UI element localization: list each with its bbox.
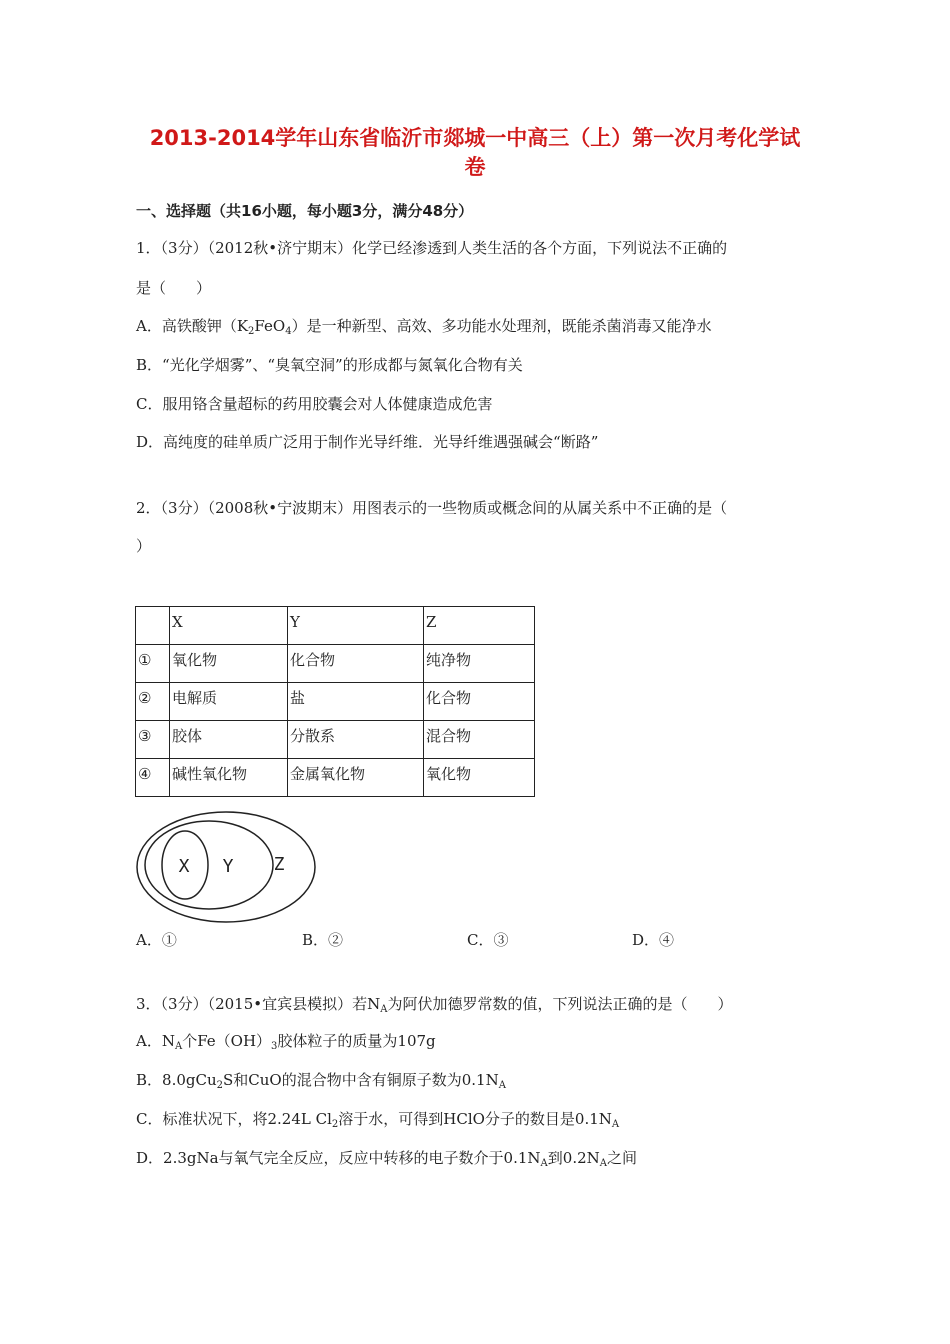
q3-d-text3: 之间 [607,1149,638,1167]
table-cell: 化合物 [424,683,535,721]
q2-option-b: B．② [302,931,344,949]
venn-middle-ellipse [145,821,273,909]
table-row [136,759,535,797]
q3-b-text2: S和CuO的混合物中含有铜原子数为0.1N [223,1071,499,1089]
q3-d-sub1: A [540,1158,548,1169]
q3-stem-text2: 为阿伏加德罗常数的值，下列说法正确的是（ ） [387,995,733,1013]
table-cell: 胶体 [170,721,288,759]
q3-a-text2: 个Fe（OH） [182,1032,272,1050]
table-row [136,645,535,683]
section-heading: 一、选择题（共16小题，每小题3分，满分48分） [136,202,474,220]
table-cell: 金属氧化物 [288,759,424,797]
q3-stem-text1: 3．（3分）（2015•宜宾县模拟）若N [136,995,381,1013]
table-header-cell: Y [288,607,424,645]
table-cell: 电解质 [170,683,288,721]
q2-option-c: C．③ [467,931,509,949]
table-cell: 化合物 [288,645,424,683]
q1-option-c: C．服用铬含量超标的药用胶囊会对人体健康造成危害 [136,395,493,413]
table-cell: 分散系 [288,721,424,759]
q3-c-sub1: 2 [331,1119,339,1130]
q3-b-sub2: A [498,1080,506,1091]
exam-title [100,124,850,182]
q3-option-a [136,1031,436,1051]
q3-c-text2: 溶于水，可得到HClO分子的数目是0.1N [338,1110,612,1128]
q3-stem [136,994,733,1014]
q2-option-a: A．① [136,931,177,949]
q3-stem-sub: A [380,1004,388,1015]
table-header-cell [136,607,170,645]
q1-a-text3: ）是一种新型、高效、多功能水处理剂，既能杀菌消毒又能净水 [291,317,712,335]
q3-c-text1: C．标准状况下，将2.24L Cl [136,1110,332,1128]
table-cell: ② [136,683,170,721]
q3-c-sub2: A [611,1119,620,1130]
q1-stem-line2: 是（ ） [136,279,212,297]
q1-option-b: B．“光化学烟雾”、“臭氧空洞”的形成都与氮氧化合物有关 [136,356,523,374]
q2-stem-line1: 2．（3分）（2008秋•宁波期末）用图表示的一些物质或概念间的从属关系中不正确的是（ [136,499,728,517]
table-row [136,683,535,721]
q3-a-text3: 胶体粒子的质量为107g [277,1032,436,1050]
table-header-cell: Z [424,607,535,645]
table-cell: 氧化物 [170,645,288,683]
table-cell: ③ [136,721,170,759]
q1-option-d: D．高纯度的硅单质广泛用于制作光导纤维．光导纤维遇强碱会“断路” [136,433,599,451]
table-cell: ④ [136,759,170,797]
exam-title-line1: 2013-2014学年山东省临沂市郯城一中高三（上）第一次月考化学试 [149,126,801,150]
q3-option-b [136,1070,506,1090]
table-cell: 纯净物 [424,645,535,683]
venn-label-y: Y [222,856,234,877]
q1-option-a [136,316,712,336]
q3-a-sub1: A [174,1041,183,1052]
q3-d-text1: D．2.3gNa与氧气完全反应，反应中转移的电子数介于0.1N [136,1149,541,1167]
table-cell: 混合物 [424,721,535,759]
q1-a-sub2: 4 [285,326,292,337]
table-cell: 盐 [288,683,424,721]
q2-option-d: D．④ [632,931,675,949]
q3-b-text1: B．8.0gCu [136,1071,217,1089]
venn-label-x: X [178,856,190,877]
table-header-cell: X [170,607,288,645]
q1-stem-line1: 1．（3分）（2012秋•济宁期末）化学已经渗透到人类生活的各个方面，下列说法不正确的 [136,239,728,257]
q3-d-sub2: A [599,1158,607,1169]
table-header-row [136,607,535,645]
q3-option-d [136,1148,637,1168]
q1-a-text1: A．高铁酸钾（K [136,317,249,335]
table-cell: 氧化物 [424,759,535,797]
q1-a-text2: FeO [254,317,286,335]
q3-a-sub2: 3 [271,1041,278,1052]
table-row [136,721,535,759]
q1-a-sub1: 2 [248,326,255,337]
exam-title-line2: 卷 [464,155,486,179]
venn-label-z: Z [273,854,285,875]
q3-d-text2: 到0.2N [547,1149,600,1167]
q3-option-c [136,1109,619,1129]
classification-table [135,606,535,797]
q3-a-text1: A．N [136,1032,175,1050]
table-cell: 碱性氧化物 [170,759,288,797]
table-cell: ① [136,645,170,683]
q2-stem-line2: ） [136,537,152,555]
q3-b-sub1: 2 [216,1080,223,1091]
venn-diagram [134,808,320,926]
